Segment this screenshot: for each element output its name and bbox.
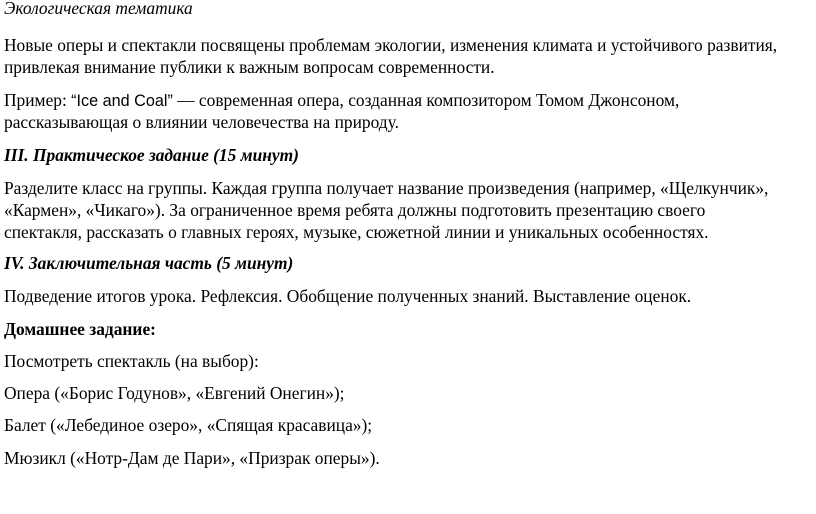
section-3-heading: III. Практическое задание (15 минут) xyxy=(4,145,299,165)
homework-item-musical: Мюзикл («Нотр-Дам де Пари», «Призрак оперы»). xyxy=(4,448,380,468)
section-3-line-1: Разделите класс на группы. Каждая группа получает название произведения (например, «Щелкунчик», xyxy=(4,178,769,198)
section-3-line-3: спектакля, рассказать о главных героях, музыке, сюжетной линии и уникальных особенностях. xyxy=(4,222,709,242)
homework-item-opera: Опера («Борис Годунов», «Евгений Онегин»); xyxy=(4,383,345,403)
example-prefix: Пример: xyxy=(4,90,72,110)
section-4-text: Подведение итогов урока. Рефлексия. Обобщение полученных знаний. Выставление оценок. xyxy=(4,286,692,306)
eco-heading: Экологическая тематика xyxy=(4,0,193,18)
section-4-heading: IV. Заключительная часть (5 минут) xyxy=(4,253,294,273)
homework-heading: Домашнее задание: xyxy=(4,319,156,339)
example-title: “Ice and Coal” xyxy=(71,92,173,110)
example-rest: — современная опера, созданная композитором Томом Джонсоном, xyxy=(172,90,680,110)
homework-intro: Посмотреть спектакль (на выбор): xyxy=(4,351,259,371)
eco-paragraph-line-2: привлекая внимание публики к важным вопросам современности. xyxy=(4,57,495,77)
section-3-line-2: «Кармен», «Чикаго»). За ограниченное время ребята должны подготовить презентацию своего xyxy=(4,200,706,220)
eco-paragraph-line-1: Новые оперы и спектакли посвящены проблемам экологии, изменения климата и устойчивого развития, xyxy=(4,35,778,55)
example-line-1 xyxy=(4,89,679,112)
homework-item-ballet: Балет («Лебединое озеро», «Спящая красавица»); xyxy=(4,415,373,435)
example-line-2: рассказывающая о влиянии человечества на природу. xyxy=(4,112,399,132)
